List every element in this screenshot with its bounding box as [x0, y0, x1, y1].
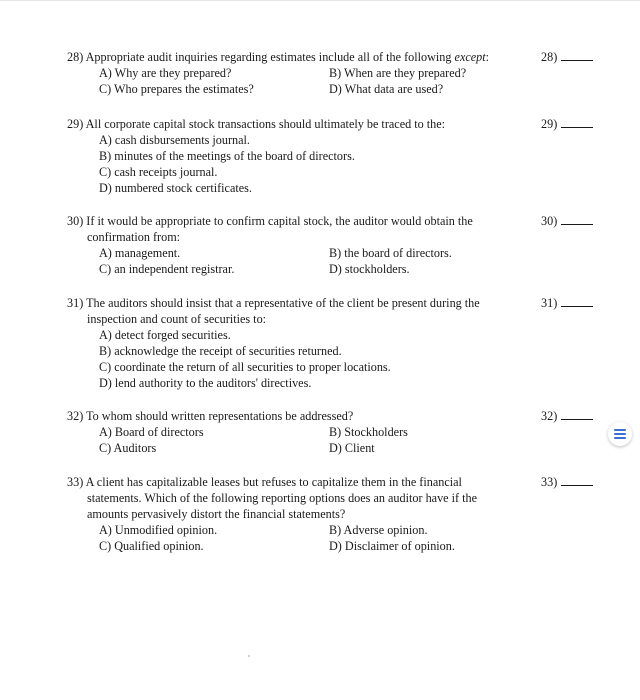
- answer-blank-29[interactable]: [541, 116, 593, 132]
- question-stem-continuation: statements. Which of the following reporting options does an auditor have if the: [87, 491, 478, 505]
- question-stem-text: Appropriate audit inquiries regarding estimates include all of the following: [85, 50, 455, 64]
- answer-options: [99, 424, 627, 456]
- question-stem-text: All corporate capital stock transactions should ultimately be traced to the:: [85, 117, 446, 131]
- question-stem-text: The auditors should insist that a representative of the client be present during the: [86, 296, 480, 310]
- option-a[interactable]: A) management.: [99, 246, 181, 260]
- question-stem-emphasis: except: [454, 50, 486, 64]
- option-d[interactable]: D) stockholders.: [329, 262, 410, 276]
- answer-line[interactable]: [561, 296, 593, 307]
- answer-label: 28): [541, 50, 558, 64]
- floating-menu-button[interactable]: [608, 422, 632, 446]
- question-stem-continuation: inspection and count of securities to:: [87, 312, 267, 326]
- question-stem: [67, 295, 507, 327]
- question-number: 30): [67, 214, 84, 228]
- option-b[interactable]: B) Stockholders: [329, 425, 408, 439]
- option-d[interactable]: D) lend authority to the auditors' directives.: [99, 376, 312, 390]
- answer-line[interactable]: [561, 475, 593, 486]
- question-stem-text: A client has capitalizable leases but refuses to capitalize them in the financial: [85, 475, 462, 489]
- question-number: 32): [67, 409, 84, 423]
- answer-label: 30): [541, 214, 558, 228]
- answer-line[interactable]: [561, 117, 593, 128]
- option-c[interactable]: C) an independent registrar.: [99, 262, 235, 276]
- question-number: 29): [67, 117, 84, 131]
- answer-blank-28[interactable]: [541, 49, 593, 65]
- option-c[interactable]: C) cash receipts journal.: [99, 165, 218, 179]
- question-number: 33): [67, 475, 84, 489]
- answer-options: [99, 522, 627, 554]
- option-b[interactable]: B) Adverse opinion.: [329, 523, 428, 537]
- answer-line[interactable]: [561, 214, 593, 225]
- option-b[interactable]: B) When are they prepared?: [329, 66, 467, 80]
- question-stem: [67, 408, 507, 424]
- answer-line[interactable]: [561, 409, 593, 420]
- answer-blank-32[interactable]: [541, 408, 593, 424]
- option-a[interactable]: A) Unmodified opinion.: [99, 523, 218, 537]
- option-d[interactable]: D) What data are used?: [329, 82, 444, 96]
- answer-label: 33): [541, 475, 558, 489]
- question-stem: [67, 474, 507, 522]
- scan-speck: [248, 655, 250, 657]
- answer-blank-31[interactable]: [541, 295, 593, 311]
- question-stem-text: To whom should written representations be addressed?: [86, 409, 354, 423]
- answer-options: [99, 65, 627, 97]
- option-d[interactable]: D) Client: [329, 441, 375, 455]
- question-stem: [67, 213, 507, 245]
- question-stem-text: If it would be appropriate to confirm capital stock, the auditor would obtain the: [86, 214, 473, 228]
- question-stem-continuation: amounts pervasively distort the financial statements?: [87, 507, 346, 521]
- question-stem: [67, 49, 507, 65]
- option-a[interactable]: A) detect forged securities.: [99, 328, 231, 342]
- answer-blank-30[interactable]: [541, 213, 593, 229]
- question-number: 28): [67, 50, 84, 64]
- option-a[interactable]: A) Why are they prepared?: [99, 66, 232, 80]
- option-c[interactable]: C) Qualified opinion.: [99, 539, 204, 553]
- question-number: 31): [67, 296, 84, 310]
- answer-label: 29): [541, 117, 558, 131]
- option-c[interactable]: C) Who prepares the estimates?: [99, 82, 254, 96]
- answer-options: [99, 327, 627, 391]
- option-a[interactable]: A) Board of directors: [99, 425, 204, 439]
- menu-icon: [614, 429, 626, 439]
- answer-line[interactable]: [561, 50, 593, 61]
- option-b[interactable]: B) the board of directors.: [329, 246, 452, 260]
- option-d[interactable]: D) Disclaimer of opinion.: [329, 539, 455, 553]
- option-a[interactable]: A) cash disbursements journal.: [99, 133, 250, 147]
- answer-blank-33[interactable]: [541, 474, 593, 490]
- answer-label: 32): [541, 409, 558, 423]
- answer-label: 31): [541, 296, 558, 310]
- option-d[interactable]: D) numbered stock certificates.: [99, 181, 252, 195]
- top-divider: [0, 0, 640, 1]
- question-stem: [67, 116, 507, 132]
- question-stem-continuation: confirmation from:: [87, 230, 181, 244]
- question-stem-punct: :: [485, 50, 490, 64]
- answer-options: [99, 132, 627, 196]
- option-c[interactable]: C) coordinate the return of all securities to proper locations.: [99, 360, 391, 374]
- option-c[interactable]: C) Auditors: [99, 441, 157, 455]
- option-b[interactable]: B) acknowledge the receipt of securities returned.: [99, 344, 342, 358]
- option-b[interactable]: B) minutes of the meetings of the board of directors.: [99, 149, 355, 163]
- answer-options: [99, 245, 627, 277]
